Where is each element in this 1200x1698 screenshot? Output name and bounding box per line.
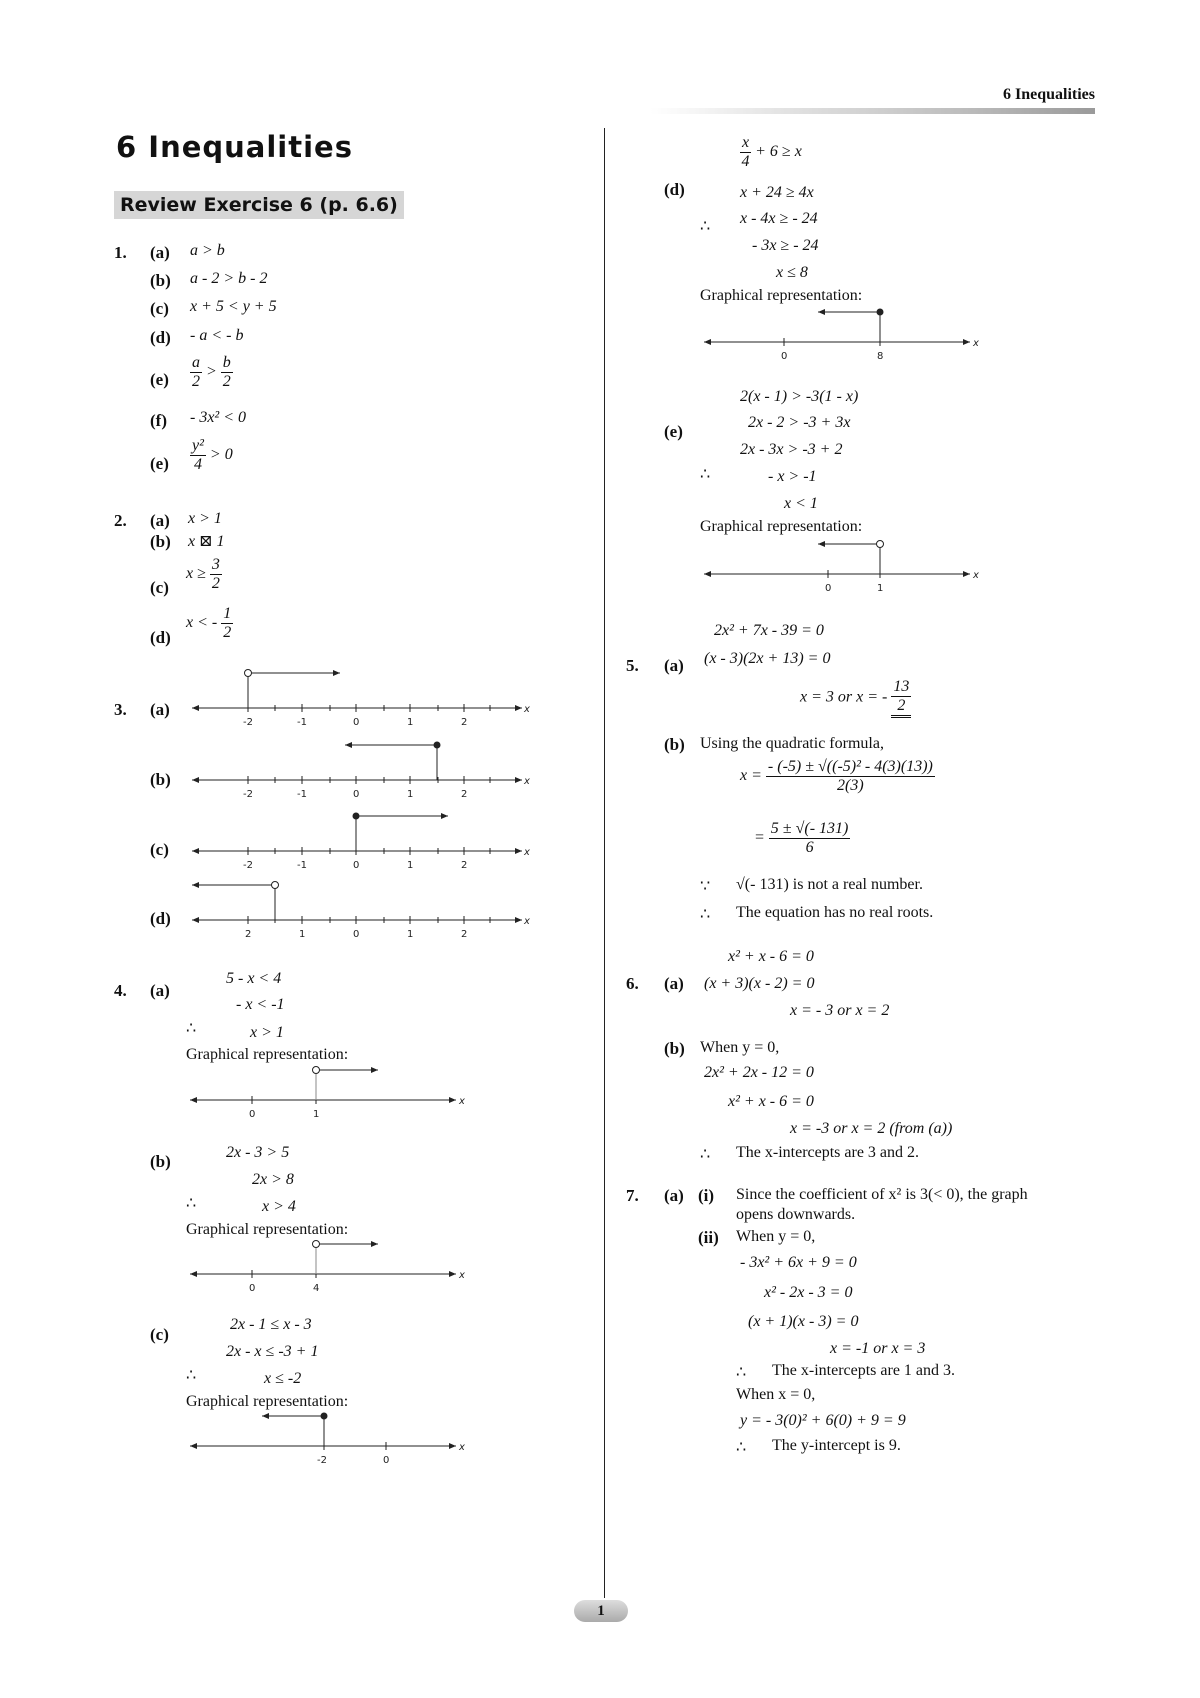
q6b-label: (b) bbox=[664, 1039, 685, 1058]
q3b-tick-label-5: 2 bbox=[461, 789, 468, 800]
q4a-open-dot bbox=[313, 1067, 320, 1074]
page-number: 1 bbox=[574, 1600, 628, 1622]
q5a-line3-lead: x = 3 or x = - bbox=[800, 688, 888, 706]
q5a-line2: (x - 3)(2x + 13) = 0 bbox=[704, 650, 831, 667]
q3c-right-arrowhead bbox=[515, 848, 522, 854]
q3d-tick-label-1: 2 bbox=[245, 929, 252, 940]
q4e-line4: - x > -1 bbox=[768, 468, 817, 485]
q4e-axis-label: x bbox=[973, 570, 979, 581]
q7aii-line5: x = -1 or x = 3 bbox=[830, 1340, 926, 1357]
q7aii-line3: x² - 2x - 3 = 0 bbox=[764, 1284, 853, 1301]
q1g-label: (e) bbox=[150, 454, 169, 473]
q4d-frac-num: x bbox=[742, 134, 750, 151]
q3b-number-line bbox=[190, 737, 530, 800]
q2c-label: (c) bbox=[150, 578, 169, 597]
header-bar bbox=[650, 108, 1095, 114]
q6a-label: (a) bbox=[664, 974, 684, 993]
q4b-graph-caption: Graphical representation: bbox=[186, 1221, 349, 1238]
q4a-tick-label-0: 0 bbox=[249, 1109, 256, 1120]
q5-number: 5. bbox=[626, 656, 639, 675]
q3d-tick-label-3: 0 bbox=[353, 929, 360, 940]
q4a-tick-label-1: 1 bbox=[313, 1109, 320, 1120]
q4d-line2: x - 4x ≥ - 24 bbox=[740, 210, 818, 227]
q4b-open-dot bbox=[313, 1241, 320, 1248]
q1g-num: y² bbox=[192, 437, 204, 454]
q4c-left-arrowhead bbox=[190, 1443, 197, 1449]
q4d-line0-rest: + 6 ≥ x bbox=[755, 143, 802, 161]
q4d-closed-dot bbox=[877, 309, 884, 316]
q4d-graph-caption: Graphical representation: bbox=[700, 287, 863, 304]
q7aii-label: (ii) bbox=[698, 1228, 719, 1247]
q4c-tick-label-0: -2 bbox=[317, 1455, 327, 1466]
q3b-tick-label-4: 1 bbox=[407, 789, 414, 800]
q4a-label: (a) bbox=[150, 981, 170, 1000]
q3b-left-arrowhead bbox=[192, 777, 199, 783]
q4e-line3: 2x - 3x > -3 + 2 bbox=[740, 441, 843, 458]
q4d-line1: x + 24 ≥ 4x bbox=[740, 184, 814, 201]
q2c-den: 2 bbox=[211, 575, 220, 592]
q4b-line3: x > 4 bbox=[262, 1198, 296, 1215]
q4a-line1: 5 - x < 4 bbox=[226, 970, 282, 987]
q4c-label: (c) bbox=[150, 1325, 169, 1344]
q2c-expr bbox=[186, 556, 222, 593]
q1b-label: (b) bbox=[150, 271, 171, 290]
q4e-line2: 2x - 2 > -3 + 3x bbox=[748, 414, 851, 431]
q4b-axis-label: x bbox=[459, 1270, 465, 1281]
q1e-op: > bbox=[206, 363, 217, 381]
q7aii-line6: The x-intercepts are 1 and 3. bbox=[772, 1362, 956, 1379]
q3a-ray-arrowhead bbox=[333, 670, 340, 676]
header-chapter-label: 6 Inequalities bbox=[1002, 86, 1095, 103]
page-title: 6 Inequalities bbox=[116, 130, 353, 164]
q4b-number-line bbox=[188, 1240, 468, 1294]
q4c-closed-dot bbox=[321, 1413, 328, 1420]
q3a-open-dot bbox=[245, 670, 252, 677]
q1f-label: (f) bbox=[150, 411, 167, 430]
q4e-label: (e) bbox=[664, 422, 683, 441]
q4b-tick-label-1: 4 bbox=[313, 1283, 320, 1294]
q4b-ray-arrowhead bbox=[371, 1241, 378, 1247]
q1a-label: (a) bbox=[150, 243, 170, 262]
q4a-therefore: ∴ bbox=[186, 1020, 197, 1037]
q2-number: 2. bbox=[114, 511, 127, 530]
q6a-line1: x² + x - 6 = 0 bbox=[728, 948, 814, 965]
q2a-expr: x > 1 bbox=[188, 510, 222, 527]
q2c-lead: x ≥ bbox=[186, 565, 206, 583]
q4e-graph-caption: Graphical representation: bbox=[700, 518, 863, 535]
q3d-right-arrowhead bbox=[515, 917, 522, 923]
q7aii-line1: When y = 0, bbox=[736, 1228, 816, 1245]
q2c-num: 3 bbox=[211, 556, 220, 573]
q3d-label: (d) bbox=[150, 909, 171, 928]
q2b-expr: x ⊠ 1 bbox=[188, 533, 225, 550]
q3b-label: (b) bbox=[150, 770, 171, 789]
q4d-line3: - 3x ≥ - 24 bbox=[752, 237, 819, 254]
q1c-expr: x + 5 < y + 5 bbox=[190, 298, 277, 315]
q3b-tick-label-3: 0 bbox=[353, 789, 360, 800]
q4d-line4: x ≤ 8 bbox=[776, 264, 808, 281]
q3b-tick-label-1: -2 bbox=[243, 789, 253, 800]
column-divider bbox=[604, 128, 605, 1598]
q2d-den: 2 bbox=[223, 624, 232, 641]
q7aii-therefore-1: ∴ bbox=[736, 1364, 747, 1381]
q6b-line4: x = -3 or x = 2 (from (a)) bbox=[790, 1120, 953, 1137]
q4e-number-line bbox=[702, 540, 982, 594]
q2d-label: (d) bbox=[150, 628, 171, 647]
q4d-frac-den: 4 bbox=[741, 153, 750, 170]
q4a-axis-label: x bbox=[459, 1096, 465, 1107]
q7aii-line2: - 3x² + 6x + 9 = 0 bbox=[740, 1254, 857, 1271]
q4b-line2: 2x > 8 bbox=[252, 1171, 294, 1188]
q5b-line3-num: 5 ± √(- 131) bbox=[770, 820, 849, 837]
q3a-tick-label-3: 0 bbox=[353, 717, 360, 728]
q5b-line2-lead: x = bbox=[740, 767, 762, 785]
q4a-line2: - x < -1 bbox=[236, 996, 285, 1013]
q5a-line3-num: 13 bbox=[893, 678, 910, 695]
q3a-tick-label-5: 2 bbox=[461, 717, 468, 728]
q4d-therefore: ∴ bbox=[700, 218, 711, 235]
q4c-ray-arrowhead bbox=[262, 1413, 269, 1419]
q3b-tick-label-2: -1 bbox=[297, 789, 307, 800]
q3d-open-dot bbox=[272, 882, 279, 889]
q1e-num1: a bbox=[192, 354, 200, 371]
q3d-left-arrowhead bbox=[192, 917, 199, 923]
q1f-expr: - 3x² < 0 bbox=[190, 409, 247, 426]
q7ai-label: (i) bbox=[698, 1186, 715, 1205]
q4c-line3: x ≤ -2 bbox=[264, 1370, 302, 1387]
q6a-line2: (x + 3)(x - 2) = 0 bbox=[704, 975, 815, 992]
q4e-tick-label-0: 0 bbox=[825, 583, 832, 594]
q4e-tick-label-1: 1 bbox=[877, 583, 884, 594]
q4-number: 4. bbox=[114, 981, 127, 1000]
q7a-label: (a) bbox=[664, 1186, 684, 1205]
q4d-left-arrowhead bbox=[704, 339, 711, 345]
q4b-tick-label-0: 0 bbox=[249, 1283, 256, 1294]
q4a-number-line bbox=[188, 1066, 468, 1120]
q4c-right-arrowhead bbox=[449, 1443, 456, 1449]
q5a-label: (a) bbox=[664, 656, 684, 675]
q3a-tick-label-1: -2 bbox=[243, 717, 253, 728]
q4d-tick-label-1: 8 bbox=[877, 351, 884, 362]
q7ai-line1: Since the coefficient of x² is 3(< 0), the graph bbox=[736, 1186, 1028, 1203]
q6-number: 6. bbox=[626, 974, 639, 993]
q7aii-line9: The y-intercept is 9. bbox=[772, 1437, 901, 1454]
q4c-line2: 2x - x ≤ -3 + 1 bbox=[226, 1343, 319, 1360]
q4e-open-dot bbox=[877, 541, 884, 548]
q3c-number-line bbox=[190, 808, 530, 871]
q3a-tick-label-2: -1 bbox=[297, 717, 307, 728]
q4e-line5: x < 1 bbox=[784, 495, 818, 512]
q1g-den: 4 bbox=[193, 456, 202, 473]
q3b-ray-arrowhead bbox=[345, 742, 352, 748]
q7aii-therefore-2: ∴ bbox=[736, 1439, 747, 1456]
q5b-line3 bbox=[754, 820, 850, 857]
q3d-number-line bbox=[190, 877, 530, 940]
q3b-right-arrowhead bbox=[515, 777, 522, 783]
q3d-tick-label-5: 2 bbox=[461, 929, 468, 940]
q6b-line2: 2x² + 2x - 12 = 0 bbox=[704, 1064, 814, 1081]
q3d-axis-label: x bbox=[524, 916, 530, 927]
q7aii-line8: y = - 3(0)² + 6(0) + 9 = 9 bbox=[740, 1412, 906, 1429]
q2d-lead: x < - bbox=[186, 614, 218, 632]
q3c-tick-label-3: 0 bbox=[353, 860, 360, 871]
q1e-expr bbox=[190, 354, 233, 391]
q3c-label: (c) bbox=[150, 840, 169, 859]
q4c-graph-caption: Graphical representation: bbox=[186, 1393, 349, 1410]
q4d-number-line bbox=[702, 308, 982, 362]
q3d-tick-label-2: 1 bbox=[299, 929, 306, 940]
q4b-label: (b) bbox=[150, 1152, 171, 1171]
q1g-rest: > 0 bbox=[209, 446, 233, 464]
q3a-axis-label: x bbox=[524, 704, 530, 715]
q4a-left-arrowhead bbox=[190, 1097, 197, 1103]
q3a-label: (a) bbox=[150, 700, 170, 719]
q3c-closed-dot bbox=[353, 813, 360, 820]
q4a-right-arrowhead bbox=[449, 1097, 456, 1103]
q7ai-line2: opens downwards. bbox=[736, 1206, 856, 1223]
q3c-tick-label-1: -2 bbox=[243, 860, 253, 871]
q4c-tick-label-1: 0 bbox=[383, 1455, 390, 1466]
q4a-line3: x > 1 bbox=[250, 1024, 284, 1041]
q3b-axis-label: x bbox=[524, 776, 530, 787]
q3b-closed-dot bbox=[434, 742, 441, 749]
section-heading: Review Exercise 6 (p. 6.6) bbox=[114, 191, 404, 219]
q3d-tick-label-4: 1 bbox=[407, 929, 414, 940]
q1g-expr bbox=[190, 437, 233, 474]
q5b-line3-den: 6 bbox=[805, 839, 814, 856]
q3a-tick-label-4: 1 bbox=[407, 717, 414, 728]
q4c-therefore: ∴ bbox=[186, 1367, 197, 1384]
q4b-left-arrowhead bbox=[190, 1271, 197, 1277]
q4e-right-arrowhead bbox=[963, 571, 970, 577]
q4d-right-arrowhead bbox=[963, 339, 970, 345]
q6b-therefore: ∴ bbox=[700, 1146, 711, 1163]
q3c-ray-arrowhead bbox=[441, 813, 448, 819]
q5b-line2 bbox=[740, 758, 935, 795]
q3a-right-arrowhead bbox=[515, 705, 522, 711]
q1c-label: (c) bbox=[150, 299, 169, 318]
q5a-line3 bbox=[800, 678, 911, 718]
q5a-line3-den: 2 bbox=[891, 697, 911, 718]
q5b-line2-den: 2(3) bbox=[837, 777, 864, 794]
q4a-graph-caption: Graphical representation: bbox=[186, 1046, 349, 1063]
q4d-label: (d) bbox=[664, 180, 685, 199]
q4b-line1: 2x - 3 > 5 bbox=[226, 1144, 290, 1161]
q7aii-line7: When x = 0, bbox=[736, 1386, 816, 1403]
q4e-line1: 2(x - 1) > -3(1 - x) bbox=[740, 388, 859, 405]
q1e-den1: 2 bbox=[192, 373, 200, 390]
q5b-therefore: ∴ bbox=[700, 906, 711, 923]
q1d-expr: - a < - b bbox=[190, 327, 244, 344]
q4d-tick-label-0: 0 bbox=[781, 351, 788, 362]
q2b-label: (b) bbox=[150, 532, 171, 551]
q2d-expr bbox=[186, 605, 233, 642]
q6b-line3: x² + x - 6 = 0 bbox=[728, 1093, 814, 1110]
q4b-therefore: ∴ bbox=[186, 1195, 197, 1212]
q2a-label: (a) bbox=[150, 511, 170, 530]
q4c-line1: 2x - 1 ≤ x - 3 bbox=[230, 1316, 312, 1333]
q4e-ray-arrowhead bbox=[818, 541, 825, 547]
q6b-line5: The x-intercepts are 3 and 2. bbox=[736, 1144, 920, 1161]
q4c-number-line bbox=[188, 1412, 468, 1466]
q1a-expr: a > b bbox=[190, 242, 225, 259]
q4c-axis-label: x bbox=[459, 1442, 465, 1453]
q5b-line4: √(- 131) is not a real number. bbox=[736, 876, 923, 893]
q3d-ray-arrowhead bbox=[192, 882, 199, 888]
q4a-ray-arrowhead bbox=[371, 1067, 378, 1073]
q7-number: 7. bbox=[626, 1186, 639, 1205]
q3c-tick-label-5: 2 bbox=[461, 860, 468, 871]
q6b-line1: When y = 0, bbox=[700, 1039, 780, 1056]
q4d-ray-arrowhead bbox=[818, 309, 825, 315]
q1e-label: (e) bbox=[150, 370, 169, 389]
q3c-axis-label: x bbox=[524, 847, 530, 858]
q5b-line1: Using the quadratic formula, bbox=[700, 735, 884, 752]
q3a-number-line bbox=[190, 665, 530, 728]
q5b-because: ∵ bbox=[700, 878, 711, 895]
q5b-line2-num: - (-5) ± √((-5)² - 4(3)(13)) bbox=[767, 758, 933, 775]
q5b-line5: The equation has no real roots. bbox=[736, 904, 934, 921]
q3-number: 3. bbox=[114, 700, 127, 719]
q4b-right-arrowhead bbox=[449, 1271, 456, 1277]
q4e-therefore: ∴ bbox=[700, 466, 711, 483]
q3c-tick-label-4: 1 bbox=[407, 860, 414, 871]
q1-number: 1. bbox=[114, 243, 127, 262]
q3c-tick-label-2: -1 bbox=[297, 860, 307, 871]
q5a-line1: 2x² + 7x - 39 = 0 bbox=[714, 622, 824, 639]
q1e-den2: 2 bbox=[222, 373, 231, 390]
q1b-expr: a - 2 > b - 2 bbox=[190, 270, 268, 287]
q3c-left-arrowhead bbox=[192, 848, 199, 854]
q7aii-line4: (x + 1)(x - 3) = 0 bbox=[748, 1313, 859, 1330]
q1d-label: (d) bbox=[150, 328, 171, 347]
q2d-num: 1 bbox=[223, 605, 232, 622]
q5b-line3-lead: = bbox=[754, 829, 765, 847]
q4d-line0 bbox=[740, 134, 802, 171]
q3a-left-arrowhead bbox=[192, 705, 199, 711]
q4e-left-arrowhead bbox=[704, 571, 711, 577]
q5b-label: (b) bbox=[664, 735, 685, 754]
q4d-axis-label: x bbox=[973, 338, 979, 349]
q1e-num2: b bbox=[222, 354, 231, 371]
q6a-line3: x = - 3 or x = 2 bbox=[790, 1002, 890, 1019]
